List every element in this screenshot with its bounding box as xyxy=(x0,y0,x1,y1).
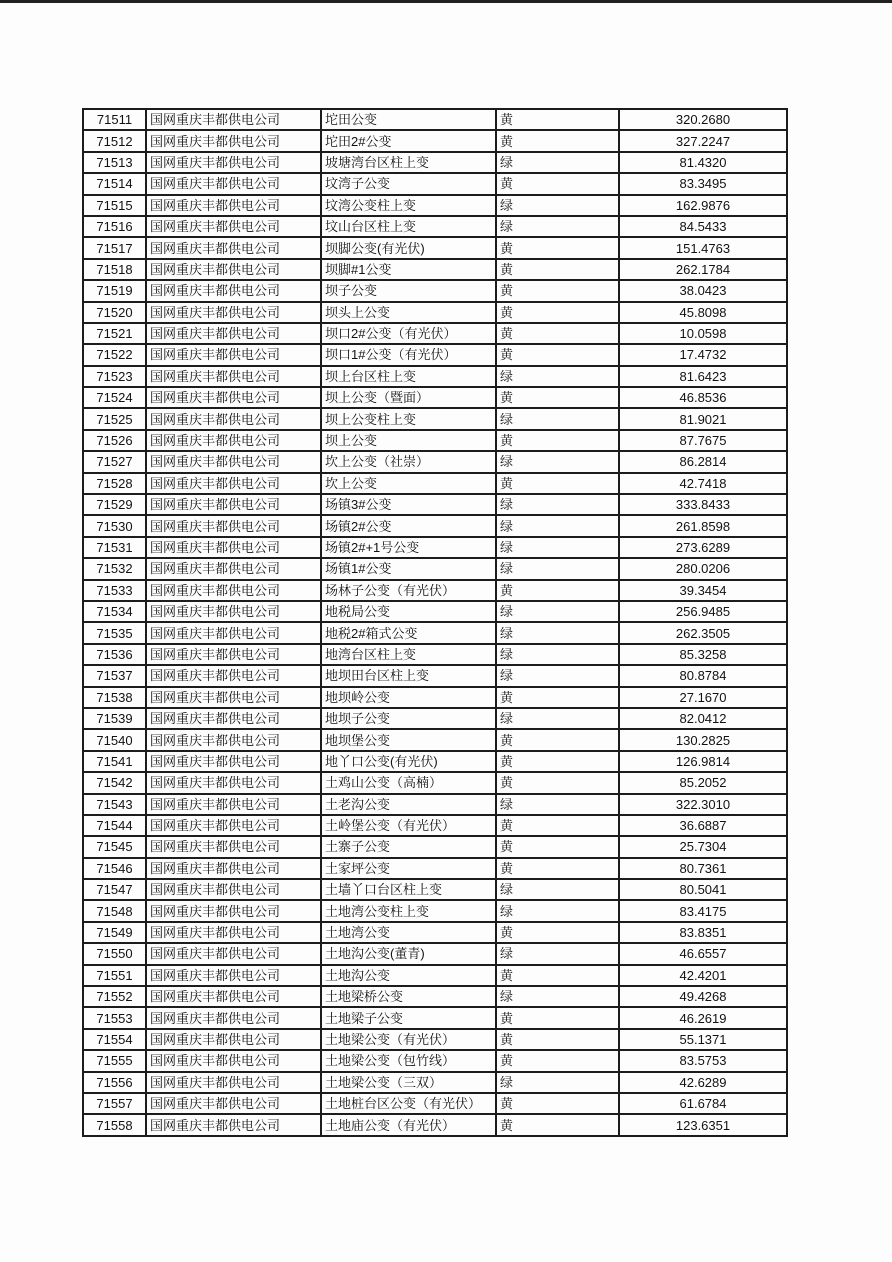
table-row xyxy=(83,879,787,900)
cell-status-color: 黄 xyxy=(496,965,619,986)
cell-company: 国网重庆丰都供电公司 xyxy=(146,387,321,408)
cell-row-id: 71536 xyxy=(83,644,146,665)
cell-row-id: 71513 xyxy=(83,152,146,173)
cell-status-color: 黄 xyxy=(496,751,619,772)
cell-row-id: 71521 xyxy=(83,323,146,344)
table-row xyxy=(83,408,787,429)
cell-station-name: 土地梁公变（三双） xyxy=(321,1072,496,1093)
cell-row-id: 71522 xyxy=(83,344,146,365)
cell-company: 国网重庆丰都供电公司 xyxy=(146,1050,321,1071)
table-row xyxy=(83,687,787,708)
cell-value: 83.4175 xyxy=(619,900,787,921)
cell-row-id: 71535 xyxy=(83,622,146,643)
cell-station-name: 场镇1#公变 xyxy=(321,558,496,579)
cell-row-id: 71517 xyxy=(83,237,146,258)
cell-company: 国网重庆丰都供电公司 xyxy=(146,729,321,750)
cell-row-id: 71516 xyxy=(83,216,146,237)
cell-station-name: 土地桩台区公变（有光伏） xyxy=(321,1093,496,1114)
cell-value: 83.8351 xyxy=(619,922,787,943)
cell-company: 国网重庆丰都供电公司 xyxy=(146,366,321,387)
table-row xyxy=(83,772,787,793)
cell-value: 87.7675 xyxy=(619,430,787,451)
cell-company: 国网重庆丰都供电公司 xyxy=(146,922,321,943)
cell-row-id: 71512 xyxy=(83,130,146,151)
cell-value: 262.1784 xyxy=(619,259,787,280)
table-row xyxy=(83,344,787,365)
cell-company: 国网重庆丰都供电公司 xyxy=(146,836,321,857)
table-row xyxy=(83,1029,787,1050)
cell-row-id: 71511 xyxy=(83,109,146,130)
cell-station-name: 坟山台区柱上变 xyxy=(321,216,496,237)
table-row xyxy=(83,173,787,194)
cell-value: 45.8098 xyxy=(619,302,787,323)
cell-row-id: 71557 xyxy=(83,1093,146,1114)
cell-value: 81.4320 xyxy=(619,152,787,173)
cell-station-name: 坝上公变（暨面） xyxy=(321,387,496,408)
cell-row-id: 71553 xyxy=(83,1007,146,1028)
cell-row-id: 71531 xyxy=(83,537,146,558)
cell-value: 80.7361 xyxy=(619,858,787,879)
table-row xyxy=(83,708,787,729)
cell-value: 85.2052 xyxy=(619,772,787,793)
cell-status-color: 绿 xyxy=(496,494,619,515)
cell-status-color: 黄 xyxy=(496,687,619,708)
cell-company: 国网重庆丰都供电公司 xyxy=(146,109,321,130)
table-row xyxy=(83,109,787,130)
cell-row-id: 71540 xyxy=(83,729,146,750)
cell-value: 42.6289 xyxy=(619,1072,787,1093)
cell-value: 83.5753 xyxy=(619,1050,787,1071)
cell-value: 46.8536 xyxy=(619,387,787,408)
table-row xyxy=(83,323,787,344)
table-row xyxy=(83,302,787,323)
table-row xyxy=(83,815,787,836)
cell-status-color: 黄 xyxy=(496,173,619,194)
cell-station-name: 坝上公变柱上变 xyxy=(321,408,496,429)
cell-row-id: 71555 xyxy=(83,1050,146,1071)
cell-value: 261.8598 xyxy=(619,515,787,536)
cell-station-name: 土地沟公变(董青) xyxy=(321,943,496,964)
cell-status-color: 绿 xyxy=(496,622,619,643)
cell-company: 国网重庆丰都供电公司 xyxy=(146,515,321,536)
cell-status-color: 绿 xyxy=(496,195,619,216)
cell-station-name: 坨田公变 xyxy=(321,109,496,130)
table-row xyxy=(83,858,787,879)
cell-company: 国网重庆丰都供电公司 xyxy=(146,580,321,601)
cell-station-name: 土地庙公变（有光伏） xyxy=(321,1114,496,1135)
cell-station-name: 土岭堡公变（有光伏） xyxy=(321,815,496,836)
cell-status-color: 绿 xyxy=(496,794,619,815)
cell-status-color: 绿 xyxy=(496,515,619,536)
cell-row-id: 71533 xyxy=(83,580,146,601)
table-row xyxy=(83,237,787,258)
table-row xyxy=(83,900,787,921)
cell-row-id: 71532 xyxy=(83,558,146,579)
cell-value: 82.0412 xyxy=(619,708,787,729)
cell-value: 38.0423 xyxy=(619,280,787,301)
cell-status-color: 绿 xyxy=(496,943,619,964)
cell-row-id: 71550 xyxy=(83,943,146,964)
cell-station-name: 土墙丫口台区柱上变 xyxy=(321,879,496,900)
cell-value: 46.2619 xyxy=(619,1007,787,1028)
cell-status-color: 绿 xyxy=(496,879,619,900)
cell-value: 17.4732 xyxy=(619,344,787,365)
cell-company: 国网重庆丰都供电公司 xyxy=(146,687,321,708)
cell-value: 80.5041 xyxy=(619,879,787,900)
table-row xyxy=(83,1093,787,1114)
cell-station-name: 坝口2#公变（有光伏） xyxy=(321,323,496,344)
cell-status-color: 绿 xyxy=(496,1072,619,1093)
cell-value: 25.7304 xyxy=(619,836,787,857)
cell-company: 国网重庆丰都供电公司 xyxy=(146,943,321,964)
cell-status-color: 黄 xyxy=(496,130,619,151)
cell-row-id: 71519 xyxy=(83,280,146,301)
cell-value: 86.2814 xyxy=(619,451,787,472)
cell-company: 国网重庆丰都供电公司 xyxy=(146,986,321,1007)
cell-value: 61.6784 xyxy=(619,1093,787,1114)
cell-status-color: 黄 xyxy=(496,1093,619,1114)
table-row xyxy=(83,751,787,772)
cell-station-name: 坝口1#公变（有光伏） xyxy=(321,344,496,365)
cell-station-name: 场镇3#公变 xyxy=(321,494,496,515)
cell-company: 国网重庆丰都供电公司 xyxy=(146,323,321,344)
cell-station-name: 坝子公变 xyxy=(321,280,496,301)
cell-station-name: 场林子公变（有光伏） xyxy=(321,580,496,601)
cell-station-name: 地坝岭公变 xyxy=(321,687,496,708)
cell-station-name: 坝上台区柱上变 xyxy=(321,366,496,387)
table-row xyxy=(83,836,787,857)
cell-station-name: 坝头上公变 xyxy=(321,302,496,323)
cell-company: 国网重庆丰都供电公司 xyxy=(146,965,321,986)
cell-row-id: 71526 xyxy=(83,430,146,451)
cell-status-color: 绿 xyxy=(496,601,619,622)
cell-status-color: 绿 xyxy=(496,708,619,729)
cell-row-id: 71541 xyxy=(83,751,146,772)
table-row xyxy=(83,280,787,301)
table-row xyxy=(83,794,787,815)
cell-status-color: 绿 xyxy=(496,558,619,579)
cell-value: 85.3258 xyxy=(619,644,787,665)
cell-row-id: 71558 xyxy=(83,1114,146,1135)
cell-value: 42.7418 xyxy=(619,473,787,494)
cell-station-name: 坝上公变 xyxy=(321,430,496,451)
cell-status-color: 黄 xyxy=(496,1029,619,1050)
cell-company: 国网重庆丰都供电公司 xyxy=(146,259,321,280)
cell-station-name: 土老沟公变 xyxy=(321,794,496,815)
cell-company: 国网重庆丰都供电公司 xyxy=(146,195,321,216)
cell-value: 49.4268 xyxy=(619,986,787,1007)
cell-station-name: 坝脚公变(有光伏) xyxy=(321,237,496,258)
cell-company: 国网重庆丰都供电公司 xyxy=(146,494,321,515)
table-row xyxy=(83,580,787,601)
cell-station-name: 坡塘湾台区柱上变 xyxy=(321,152,496,173)
cell-status-color: 绿 xyxy=(496,451,619,472)
cell-value: 46.6557 xyxy=(619,943,787,964)
cell-company: 国网重庆丰都供电公司 xyxy=(146,1114,321,1135)
cell-row-id: 71547 xyxy=(83,879,146,900)
cell-company: 国网重庆丰都供电公司 xyxy=(146,622,321,643)
cell-station-name: 地坝堡公变 xyxy=(321,729,496,750)
cell-value: 83.3495 xyxy=(619,173,787,194)
transformer-load-table xyxy=(82,108,788,1137)
table-row xyxy=(83,1007,787,1028)
cell-row-id: 71537 xyxy=(83,665,146,686)
cell-status-color: 黄 xyxy=(496,280,619,301)
cell-row-id: 71542 xyxy=(83,772,146,793)
cell-row-id: 71556 xyxy=(83,1072,146,1093)
cell-station-name: 土地梁公变（有光伏） xyxy=(321,1029,496,1050)
cell-row-id: 71549 xyxy=(83,922,146,943)
cell-status-color: 黄 xyxy=(496,858,619,879)
cell-station-name: 土地湾公变 xyxy=(321,922,496,943)
cell-station-name: 土寨子公变 xyxy=(321,836,496,857)
cell-status-color: 黄 xyxy=(496,729,619,750)
cell-company: 国网重庆丰都供电公司 xyxy=(146,130,321,151)
cell-status-color: 绿 xyxy=(496,986,619,1007)
cell-station-name: 土地湾公变柱上变 xyxy=(321,900,496,921)
cell-company: 国网重庆丰都供电公司 xyxy=(146,408,321,429)
table-row xyxy=(83,216,787,237)
cell-station-name: 坨田2#公变 xyxy=(321,130,496,151)
cell-company: 国网重庆丰都供电公司 xyxy=(146,794,321,815)
cell-status-color: 黄 xyxy=(496,1007,619,1028)
cell-company: 国网重庆丰都供电公司 xyxy=(146,558,321,579)
cell-company: 国网重庆丰都供电公司 xyxy=(146,815,321,836)
cell-company: 国网重庆丰都供电公司 xyxy=(146,280,321,301)
cell-row-id: 71524 xyxy=(83,387,146,408)
cell-status-color: 黄 xyxy=(496,772,619,793)
cell-value: 84.5433 xyxy=(619,216,787,237)
cell-company: 国网重庆丰都供电公司 xyxy=(146,601,321,622)
cell-row-id: 71539 xyxy=(83,708,146,729)
cell-row-id: 71546 xyxy=(83,858,146,879)
cell-company: 国网重庆丰都供电公司 xyxy=(146,302,321,323)
cell-value: 262.3505 xyxy=(619,622,787,643)
table-row xyxy=(83,195,787,216)
cell-row-id: 71525 xyxy=(83,408,146,429)
cell-status-color: 黄 xyxy=(496,430,619,451)
cell-value: 126.9814 xyxy=(619,751,787,772)
table-row xyxy=(83,1050,787,1071)
cell-company: 国网重庆丰都供电公司 xyxy=(146,1093,321,1114)
table-row xyxy=(83,665,787,686)
cell-row-id: 71523 xyxy=(83,366,146,387)
cell-row-id: 71554 xyxy=(83,1029,146,1050)
cell-value: 81.9021 xyxy=(619,408,787,429)
cell-value: 55.1371 xyxy=(619,1029,787,1050)
cell-status-color: 绿 xyxy=(496,216,619,237)
cell-status-color: 黄 xyxy=(496,836,619,857)
cell-station-name: 地坝田台区柱上变 xyxy=(321,665,496,686)
cell-company: 国网重庆丰都供电公司 xyxy=(146,1072,321,1093)
cell-station-name: 场镇2#+1号公变 xyxy=(321,537,496,558)
table-row xyxy=(83,473,787,494)
cell-status-color: 黄 xyxy=(496,323,619,344)
cell-company: 国网重庆丰都供电公司 xyxy=(146,173,321,194)
table-row xyxy=(83,986,787,1007)
cell-row-id: 71545 xyxy=(83,836,146,857)
cell-station-name: 场镇2#公变 xyxy=(321,515,496,536)
table-row xyxy=(83,558,787,579)
cell-value: 162.9876 xyxy=(619,195,787,216)
cell-row-id: 71528 xyxy=(83,473,146,494)
cell-value: 151.4763 xyxy=(619,237,787,258)
cell-company: 国网重庆丰都供电公司 xyxy=(146,473,321,494)
table-row xyxy=(83,451,787,472)
cell-status-color: 黄 xyxy=(496,237,619,258)
cell-row-id: 71552 xyxy=(83,986,146,1007)
table-body xyxy=(83,109,787,1136)
cell-station-name: 土地梁桥公变 xyxy=(321,986,496,1007)
cell-value: 123.6351 xyxy=(619,1114,787,1135)
cell-status-color: 绿 xyxy=(496,900,619,921)
table-row xyxy=(83,152,787,173)
cell-status-color: 黄 xyxy=(496,302,619,323)
cell-station-name: 土地梁子公变 xyxy=(321,1007,496,1028)
cell-value: 27.1670 xyxy=(619,687,787,708)
cell-company: 国网重庆丰都供电公司 xyxy=(146,216,321,237)
cell-status-color: 黄 xyxy=(496,259,619,280)
cell-row-id: 71514 xyxy=(83,173,146,194)
table-row xyxy=(83,515,787,536)
cell-value: 320.2680 xyxy=(619,109,787,130)
cell-company: 国网重庆丰都供电公司 xyxy=(146,644,321,665)
table-row xyxy=(83,430,787,451)
table-row xyxy=(83,729,787,750)
cell-station-name: 坝脚#1公变 xyxy=(321,259,496,280)
cell-value: 256.9485 xyxy=(619,601,787,622)
cell-station-name: 坎上公变 xyxy=(321,473,496,494)
cell-company: 国网重庆丰都供电公司 xyxy=(146,772,321,793)
cell-row-id: 71548 xyxy=(83,900,146,921)
cell-status-color: 绿 xyxy=(496,408,619,429)
cell-company: 国网重庆丰都供电公司 xyxy=(146,708,321,729)
cell-status-color: 黄 xyxy=(496,387,619,408)
cell-station-name: 地坝子公变 xyxy=(321,708,496,729)
cell-status-color: 黄 xyxy=(496,922,619,943)
cell-status-color: 黄 xyxy=(496,580,619,601)
cell-station-name: 土家坪公变 xyxy=(321,858,496,879)
cell-value: 322.3010 xyxy=(619,794,787,815)
cell-row-id: 71515 xyxy=(83,195,146,216)
cell-company: 国网重庆丰都供电公司 xyxy=(146,537,321,558)
cell-value: 273.6289 xyxy=(619,537,787,558)
cell-company: 国网重庆丰都供电公司 xyxy=(146,237,321,258)
cell-row-id: 71529 xyxy=(83,494,146,515)
cell-station-name: 地湾台区柱上变 xyxy=(321,644,496,665)
table-row xyxy=(83,601,787,622)
table-row xyxy=(83,644,787,665)
cell-status-color: 绿 xyxy=(496,152,619,173)
table-row xyxy=(83,965,787,986)
cell-value: 39.3454 xyxy=(619,580,787,601)
cell-value: 333.8433 xyxy=(619,494,787,515)
top-edge-line xyxy=(0,0,892,3)
cell-value: 81.6423 xyxy=(619,366,787,387)
cell-status-color: 黄 xyxy=(496,344,619,365)
cell-status-color: 绿 xyxy=(496,665,619,686)
cell-company: 国网重庆丰都供电公司 xyxy=(146,1029,321,1050)
table-row xyxy=(83,922,787,943)
cell-company: 国网重庆丰都供电公司 xyxy=(146,751,321,772)
cell-station-name: 土地梁公变（包竹线） xyxy=(321,1050,496,1071)
table-row xyxy=(83,537,787,558)
cell-company: 国网重庆丰都供电公司 xyxy=(146,900,321,921)
table-row xyxy=(83,1114,787,1135)
cell-row-id: 71543 xyxy=(83,794,146,815)
cell-company: 国网重庆丰都供电公司 xyxy=(146,344,321,365)
table-row xyxy=(83,130,787,151)
cell-company: 国网重庆丰都供电公司 xyxy=(146,152,321,173)
cell-status-color: 黄 xyxy=(496,815,619,836)
cell-value: 42.4201 xyxy=(619,965,787,986)
cell-company: 国网重庆丰都供电公司 xyxy=(146,665,321,686)
cell-station-name: 坟湾公变柱上变 xyxy=(321,195,496,216)
cell-row-id: 71527 xyxy=(83,451,146,472)
cell-company: 国网重庆丰都供电公司 xyxy=(146,430,321,451)
cell-station-name: 土地沟公变 xyxy=(321,965,496,986)
table-row xyxy=(83,943,787,964)
table-row xyxy=(83,387,787,408)
cell-station-name: 坎上公变（社崇） xyxy=(321,451,496,472)
table-row xyxy=(83,259,787,280)
cell-value: 280.0206 xyxy=(619,558,787,579)
cell-row-id: 71538 xyxy=(83,687,146,708)
cell-status-color: 黄 xyxy=(496,1114,619,1135)
cell-row-id: 71551 xyxy=(83,965,146,986)
cell-row-id: 71520 xyxy=(83,302,146,323)
cell-company: 国网重庆丰都供电公司 xyxy=(146,451,321,472)
cell-row-id: 71530 xyxy=(83,515,146,536)
cell-value: 80.8784 xyxy=(619,665,787,686)
cell-station-name: 土鸡山公变（高楠） xyxy=(321,772,496,793)
cell-station-name: 地税2#箱式公变 xyxy=(321,622,496,643)
table-row xyxy=(83,494,787,515)
cell-status-color: 绿 xyxy=(496,537,619,558)
cell-status-color: 黄 xyxy=(496,109,619,130)
cell-row-id: 71534 xyxy=(83,601,146,622)
cell-station-name: 地税局公变 xyxy=(321,601,496,622)
cell-company: 国网重庆丰都供电公司 xyxy=(146,1007,321,1028)
cell-company: 国网重庆丰都供电公司 xyxy=(146,858,321,879)
cell-status-color: 绿 xyxy=(496,366,619,387)
cell-row-id: 71544 xyxy=(83,815,146,836)
cell-station-name: 地丫口公变(有光伏) xyxy=(321,751,496,772)
cell-value: 130.2825 xyxy=(619,729,787,750)
cell-status-color: 黄 xyxy=(496,1050,619,1071)
table-row xyxy=(83,366,787,387)
cell-value: 327.2247 xyxy=(619,130,787,151)
cell-status-color: 绿 xyxy=(496,644,619,665)
cell-company: 国网重庆丰都供电公司 xyxy=(146,879,321,900)
cell-row-id: 71518 xyxy=(83,259,146,280)
cell-status-color: 黄 xyxy=(496,473,619,494)
cell-station-name: 坟湾子公变 xyxy=(321,173,496,194)
table-row xyxy=(83,622,787,643)
table-row xyxy=(83,1072,787,1093)
cell-value: 10.0598 xyxy=(619,323,787,344)
cell-value: 36.6887 xyxy=(619,815,787,836)
